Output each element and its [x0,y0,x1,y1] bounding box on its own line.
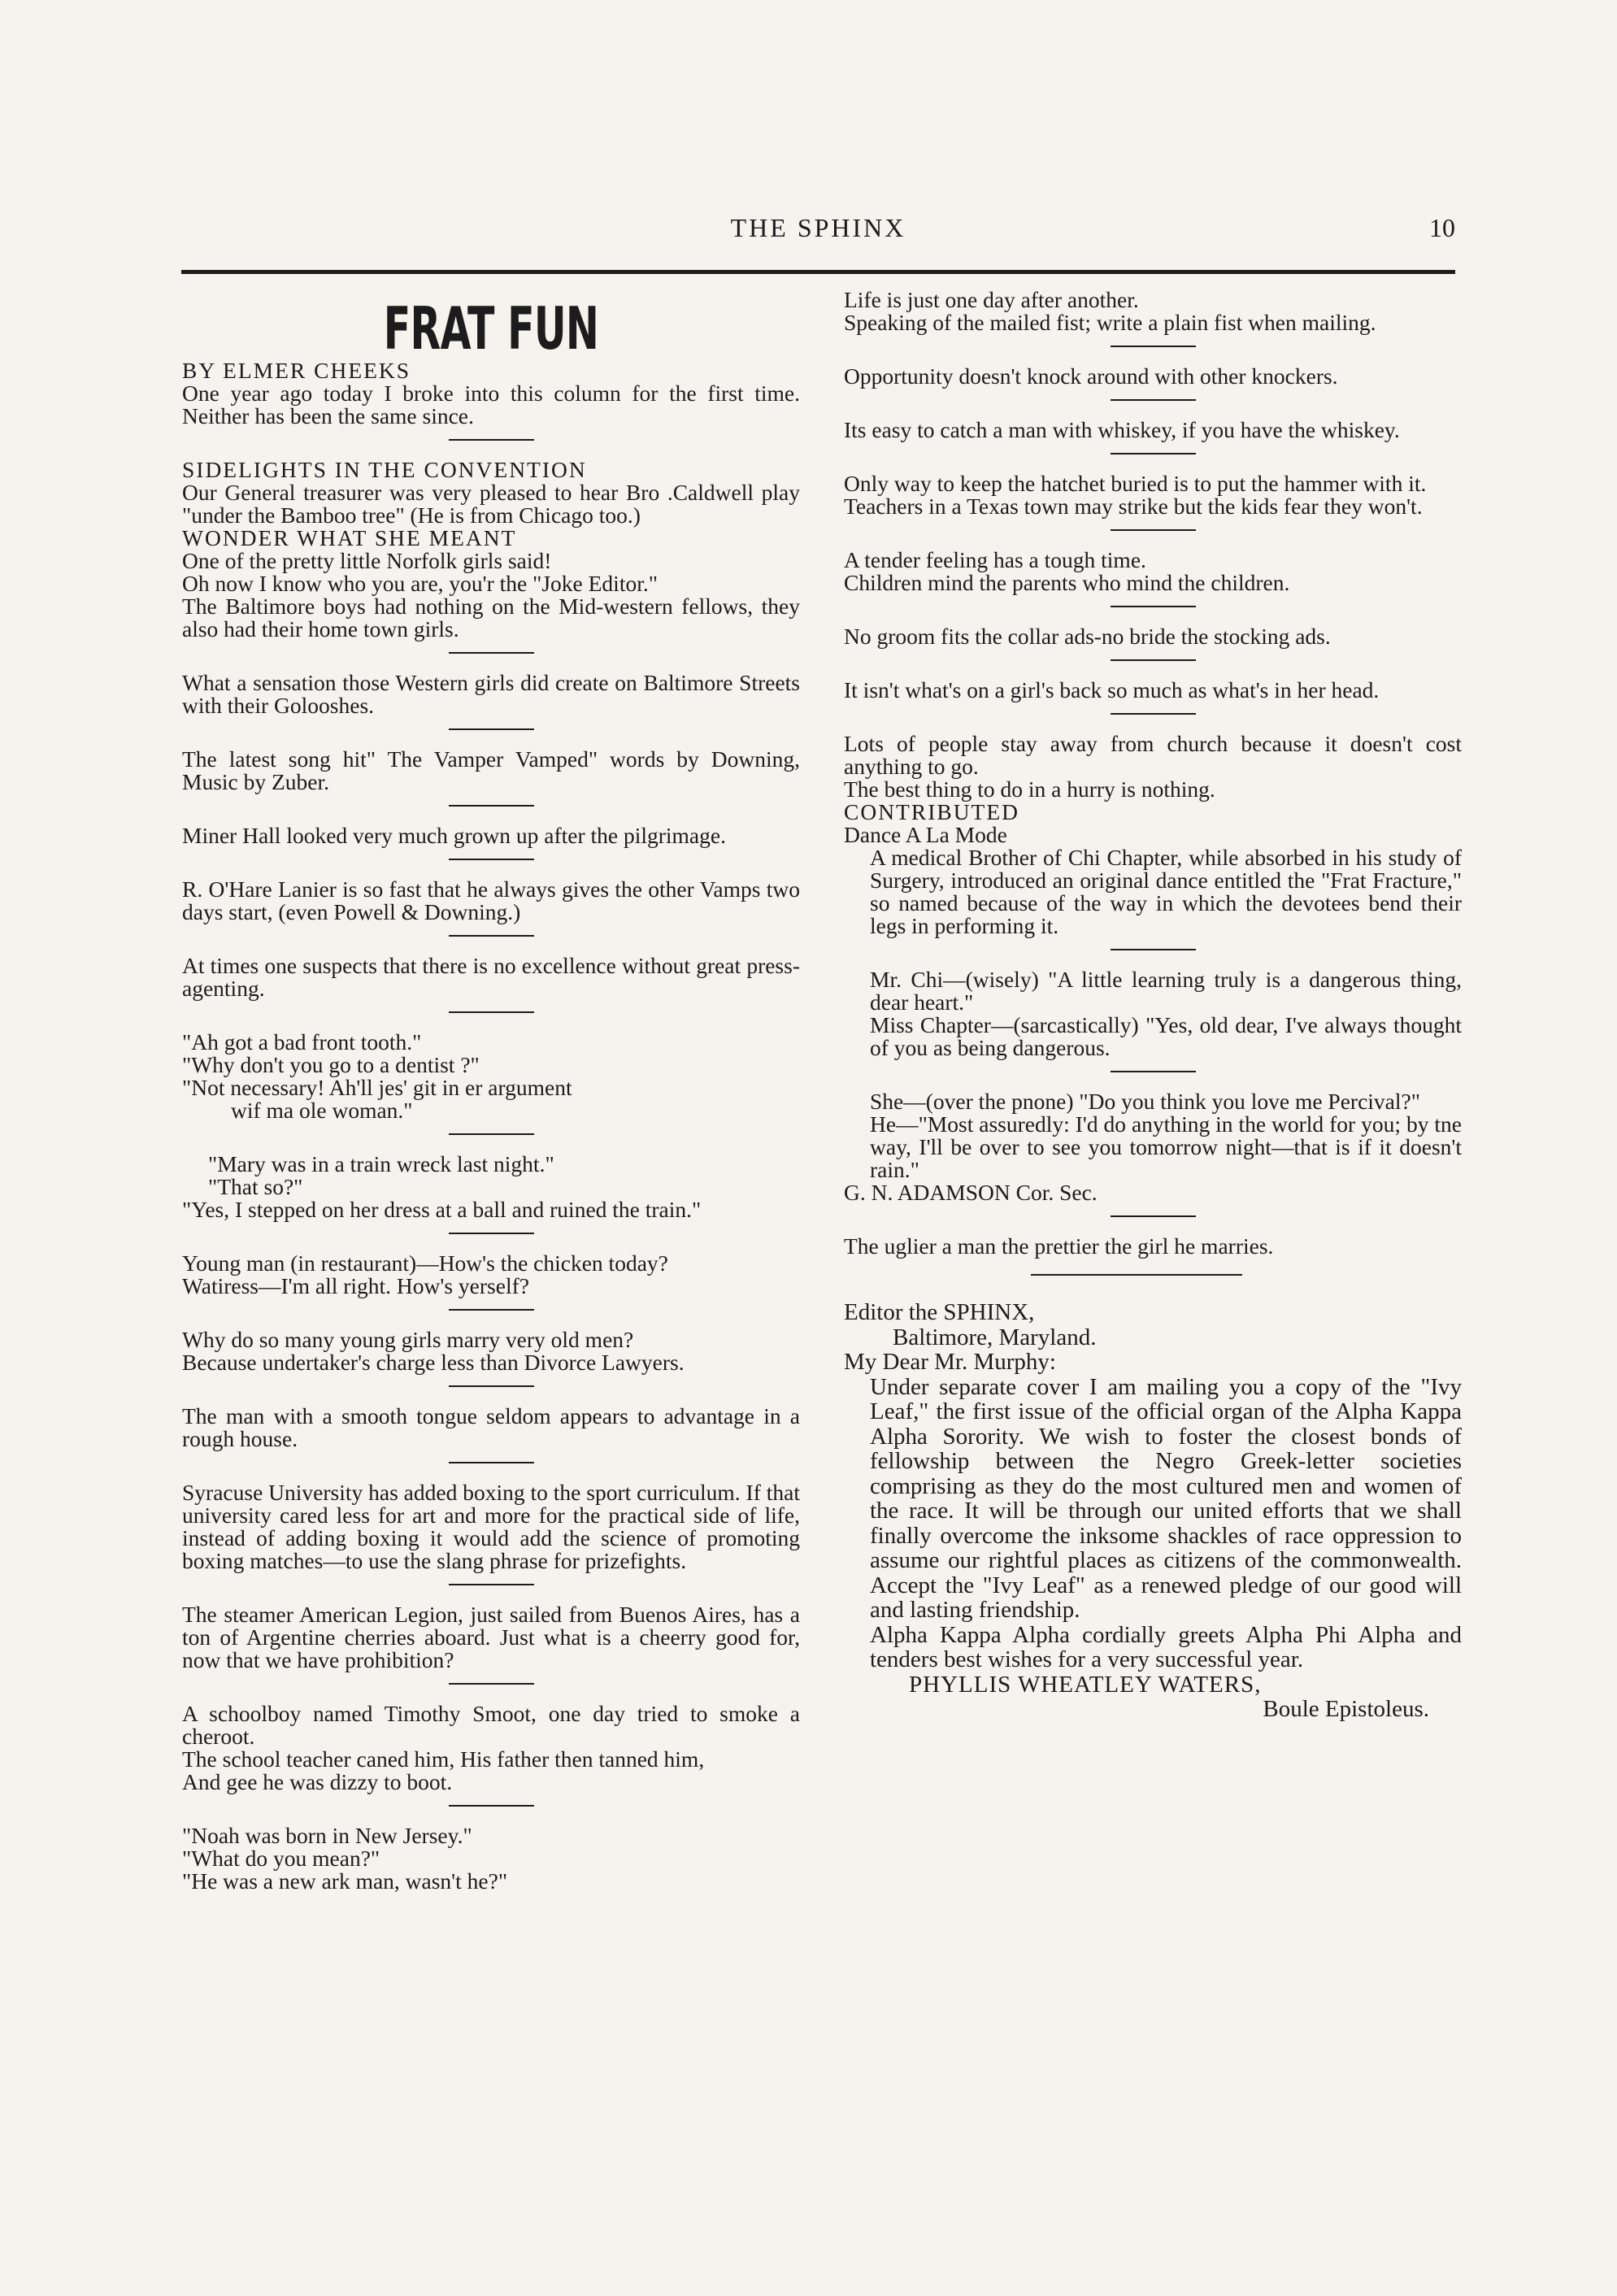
paragraph: Miner Hall looked very much grown up after the pilgrimage. [182,823,726,848]
byline: BY ELMER CHEEKS [182,358,411,383]
letter-salutation: My Dear Mr. Murphy: [844,1349,1056,1375]
separator [1031,1274,1242,1276]
letter-body: Under separate cover I am mailing you a copy of the "Ivy Leaf," the first issue of the official organ of the Alpha Kappa Alpha Sorority. We wish to foster the closest bonds of fellowship between the Negro Greek-letter societies comprising as they do the most cultured men and women of the race. It will be through our united efforts that we shall finally overcome the inksome shackles of race oppression to assume our rightful places as citizens of the commonwealth. Accept the "Ivy Leaf" as a renewed pledge of our good will and lasting friendship. [870,1373,1462,1623]
letter-body: Alpha Kappa Alpha cordially greets Alpha Phi Alpha and tenders best wishes for a very successful year. [870,1621,1462,1672]
dialogue-line: He—"Most assuredly: I'd do anything in the world for you; by tne way, I'll be over to see you tomorrow night—that is if it doesn't rain." [870,1111,1462,1182]
paragraph: A medical Brother of Chi Chapter, while absorbed in his study of Surgery, introduced an original dance entitled the "Frat Fracture," so named because of the way in which the devotees bend their legs in performing it. [870,845,1462,938]
separator [449,1683,534,1685]
letter-signature: PHYLLIS WHEATLEY WATERS, [909,1671,1262,1698]
dialogue-line: Miss Chapter—(sarcastically) "Yes, old dear, I've always thought of you as being dangerous. [870,1012,1462,1060]
separator [449,1462,534,1463]
paragraph: Our General treasurer was very pleased to hear Bro .Caldwell play "under the Bamboo tree" (He is from Chicago too.) [182,480,800,528]
separator [449,1385,534,1387]
separator [449,652,534,654]
separator [449,728,534,730]
separator [449,1309,534,1311]
dialogue-line: "What do you mean?" [182,1846,380,1871]
separator [449,1133,534,1135]
paragraph: At times one suspects that there is no excellence without great press-agenting. [182,953,800,1001]
paragraph: What a sensation those Western girls did create on Baltimore Streets with their Golooshes. [182,670,800,718]
header-rule [181,270,1455,274]
dialogue-line: "Not necessary! Ah'll jes' git in er argument [182,1075,572,1100]
separator [449,439,534,441]
separator [449,859,534,860]
dialogue-line: wif ma ole woman." [231,1098,413,1123]
separator [1111,346,1196,347]
separator [1111,529,1196,531]
publication-title: THE SPHINX [730,213,906,242]
separator [1111,1215,1196,1217]
separator [1111,606,1196,607]
paragraph: One of the pretty little Norfolk girls said! [182,548,552,573]
dialogue-line: "That so?" [208,1174,303,1199]
dialogue-line: "Why don't you go to a dentist ?" [182,1052,480,1077]
section-title: WONDER WHAT SHE MEANT [182,525,517,550]
page-header [181,213,1455,254]
poem-line: And gee he was dizzy to boot. [182,1769,453,1794]
quip: Opportunity doesn't knock around with other knockers. [844,363,1338,389]
section-title: CONTRIBUTED [844,799,1020,824]
letter-signature-title: Boule Epistoleus. [1263,1696,1429,1722]
paragraph: The steamer American Legion, just sailed from Buenos Aires, has a ton of Argentine cherries aboard. Just what is a cheerry good for, now that we have prohibition? [182,1602,800,1672]
dance-title: Dance A La Mode [844,822,1007,847]
separator [1111,453,1196,454]
quip: It isn't what's on a girl's back so much as what's in her head. [844,677,1380,702]
right-column [844,289,1462,1722]
dialogue-line: Why do so many young girls marry very old men? [182,1327,634,1352]
poem-line: The school teacher caned him, His father then tanned him, [182,1746,705,1772]
quip: Its easy to catch a man with whiskey, if you have the whiskey. [844,417,1400,442]
left-column [182,285,800,1893]
separator [1111,399,1196,401]
dialogue-line: She—(over the pnone) "Do you think you love me Percival?" [870,1089,1420,1114]
dialogue-line: "Ah got a bad front tooth." [182,1029,422,1055]
quip: Life is just one day after another. [844,287,1139,312]
dialogue-line: "Yes, I stepped on her dress at a ball and ruined the train." [182,1197,702,1222]
quip: The best thing to do in a hurry is nothing. [844,776,1215,802]
dialogue-line: Mr. Chi—(wisely) "A little learning truly is a dangerous thing, dear heart." [870,967,1462,1015]
intro-paragraph: One year ago today I broke into this column for the first time. Neither has been the same since. [182,380,800,428]
letter-city: Baltimore, Maryland. [893,1324,1097,1350]
letter-addressee: Editor the SPHINX, [844,1299,1035,1325]
page-number: 10 [1429,213,1455,242]
dialogue-line: Because undertaker's charge less than Divorce Lawyers. [182,1350,685,1375]
separator [1111,659,1196,661]
quip: Only way to keep the hatchet buried is to put the hammer with it. [844,471,1427,496]
separator [1111,1071,1196,1072]
separator [449,1584,534,1585]
paragraph: The Baltimore boys had nothing on the Mid-western fellows, they also had their home town girls. [182,594,800,641]
quip: Children mind the parents who mind the children. [844,570,1290,595]
quip: The uglier a man the prettier the girl he marries. [844,1233,1274,1259]
quip: Lots of people stay away from church because it doesn't cost anything to go. [844,731,1462,779]
letter [844,1300,1462,1722]
dialogue-line: Watiress—I'm all right. How's yerself? [182,1273,529,1298]
paragraph: R. O'Hare Lanier is so fast that he always gives the other Vamps two days start, (even Powell & Downing.) [182,876,800,924]
separator [449,1233,534,1234]
paragraph: The latest song hit" The Vamper Vamped" words by Downing, Music by Zuber. [182,746,800,794]
dialogue-line: "Mary was in a train wreck last night." [208,1151,554,1176]
separator [449,935,534,937]
paragraph: The man with a smooth tongue seldom appears to advantage in a rough house. [182,1403,800,1451]
signature: G. N. ADAMSON Cor. Sec. [844,1180,1098,1205]
column-heading: FRAT FUN [383,294,599,363]
separator [1111,713,1196,715]
dialogue-line: "He was a new ark man, wasn't he?" [182,1868,508,1894]
separator [449,1011,534,1013]
quip: Speaking of the mailed fist; write a plain fist when mailing. [844,310,1376,335]
paragraph: Syracuse University has added boxing to the sport curriculum. If that university cared less for art and more for the practical side of life, instead of adding boxing it would add the science of promoting boxing matches—to use the slang phrase for prizefights. [182,1480,800,1573]
dialogue-line: "Noah was born in New Jersey." [182,1823,472,1848]
separator [1111,949,1196,950]
dialogue-line: Young man (in restaurant)—How's the chicken today? [182,1250,668,1276]
section-title: SIDELIGHTS IN THE CONVENTION [182,457,587,482]
quip: A tender feeling has a tough time. [844,547,1146,572]
paragraph: Oh now I know who you are, you'r the "Joke Editor." [182,571,658,596]
separator [449,805,534,807]
poem-line: A schoolboy named Timothy Smoot, one day tried to smoke a cheroot. [182,1701,800,1749]
quip: No groom fits the collar ads-no bride the stocking ads. [844,624,1331,649]
separator [449,1805,534,1807]
quip: Teachers in a Texas town may strike but the kids fear they won't. [844,494,1423,519]
